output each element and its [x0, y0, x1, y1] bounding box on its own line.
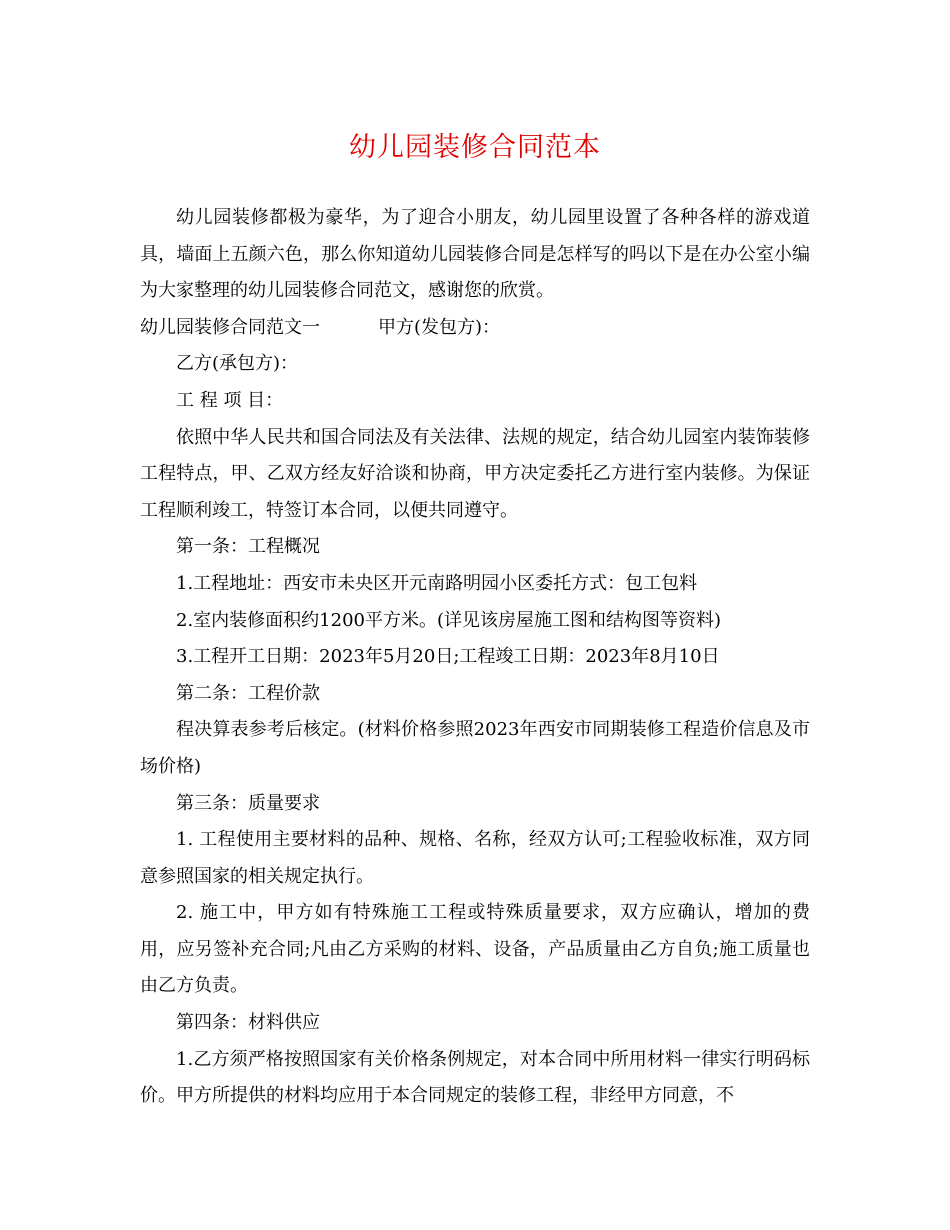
party-b-label: 乙方(承包方)：	[176, 353, 299, 375]
intro-paragraph: 幼儿园装修都极为豪华，为了迎合小朋友，幼儿园里设置了各种各样的游戏道具，墙面上五颜六色，那么你知道幼儿园装修合同是怎样写的吗以下是在办公室小编为大家整理的幼儿园装修合同范文，感谢您的欣赏。	[140, 207, 810, 302]
document-body	[140, 200, 810, 1115]
article2-title: 第二条：工程价款	[176, 682, 320, 704]
project-label: 工 程 项 目：	[176, 389, 284, 411]
preamble-paragraph: 依照中华人民共和国合同法及有关法律、法规的规定，结合幼儿园室内装饰装修工程特点，甲、乙双方经友好洽谈和协商，甲方决定委托乙方进行室内装修。为保证工程顺利竣工，特签订本合同，以便共同遵守。	[140, 426, 810, 521]
article4-item1: 1.乙方须严格按照国家有关价格条例规定，对本合同中所用材料一律实行明码标价。甲方所提供的材料均应用于本合同规定的装修工程，非经甲方同意，不	[140, 1048, 810, 1107]
article2-text: 程决算表参考后核定。(材料价格参照2023年西安市同期装修工程造价信息及市场价格)	[140, 719, 810, 777]
article1-item1: 1.工程地址：西安市未央区开元南路明园小区委托方式：包工包料	[176, 572, 698, 594]
article3-item1: 1. 工程使用主要材料的品种、规格、名称，经双方认可;工程验收标准，双方同意参照国家的相关规定执行。	[140, 829, 810, 887]
party-a-label: 甲方(发包方)：	[378, 316, 501, 338]
article1-item3: 3.工程开工日期：2023年5月20日;工程竣工日期：2023年8月10日	[176, 646, 720, 668]
article1-item2: 2.室内装修面积约1200平方米。(详见该房屋施工图和结构图等资料)	[176, 609, 722, 631]
article3-title: 第三条：质量要求	[176, 792, 320, 814]
document-title: 幼儿园装修合同范本	[349, 132, 601, 163]
sample-heading: 幼儿园装修合同范文一	[140, 316, 320, 338]
article1-title: 第一条：工程概况	[176, 536, 320, 558]
article4-title: 第四条：材料供应	[176, 1012, 320, 1034]
sample-heading-line	[140, 310, 810, 347]
article3-item2: 2. 施工中，甲方如有特殊施工工程或特殊质量要求，双方应确认，增加的费用，应另签补充合同;凡由乙方采购的材料、设备，产品质量由乙方自负;施工质量也由乙方负责。	[140, 902, 810, 997]
